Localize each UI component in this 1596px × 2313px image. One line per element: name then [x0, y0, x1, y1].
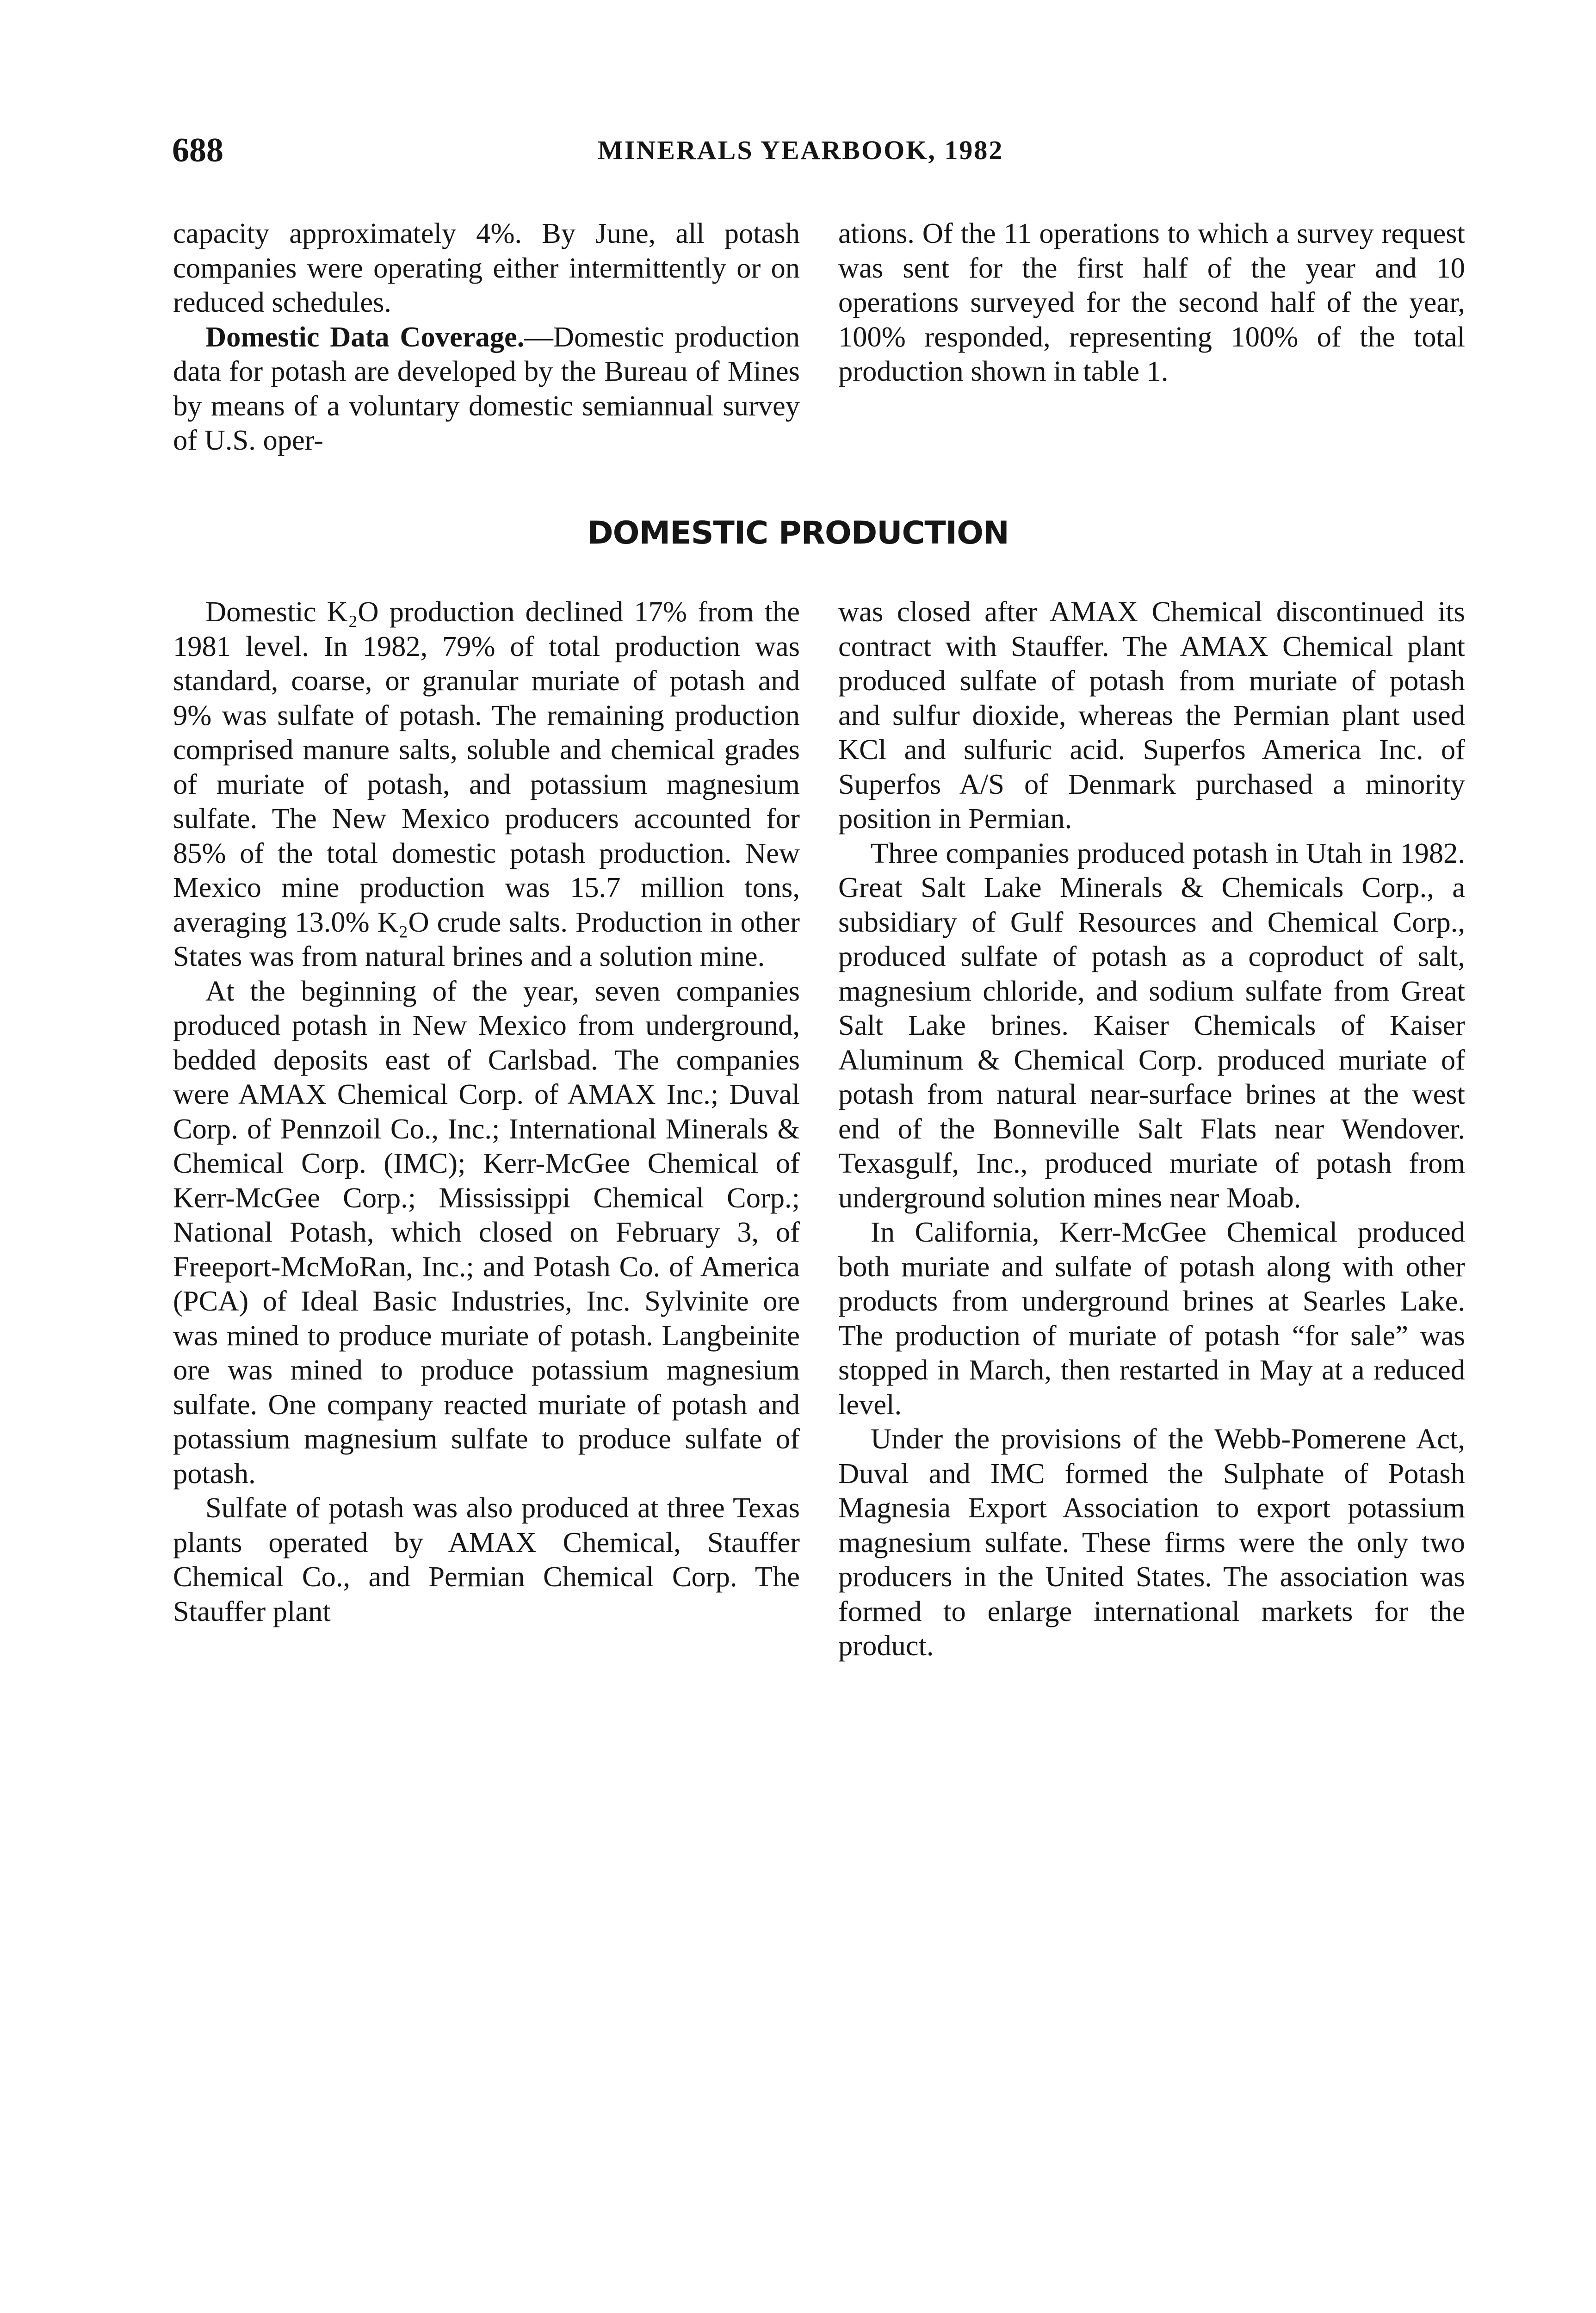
paragraph: was closed after AMAX Chemical discontinued its contract with Stauffer. The AMAX Chemical plant produced sulfate of potash from muriate of potash and sulfur dioxide, whereas the Permian plant used KCl and sulfuric acid. Superfos America Inc. of Superfos A/S of Denmark purchased a minority position in Permian. [838, 595, 1465, 835]
paragraph-text: —Domestic production data for potash are developed by the Bureau of Mines by means of a voluntary domestic semiannual survey of U.S. oper- [173, 320, 800, 456]
top-right-column [838, 216, 1465, 389]
paragraph: Three companies produced potash in Utah in 1982. Great Salt Lake Minerals & Chemicals Corp., a subsidiary of Gulf Resources and Chemical Corp., produced sulfate of potash as a coproduct of salt, magnesium chloride, and sodium sulfate from Great Salt Lake brines. Kaiser Chemicals of Kaiser Aluminum & Chemical Corp. produced muriate of potash from natural near-surface brines at the west end of the Bonneville Salt Flats near Wendover. Texasgulf, Inc., produced muriate of potash from underground solution mines near Moab. [838, 836, 1465, 1214]
paragraph: In California, Kerr-McGee Chemical produced both muriate and sulfate of potash along with other products from underground brines at Searles Lake. The production of muriate of potash “for sale” was stopped in March, then restarted in May at a reduced level. [838, 1216, 1465, 1421]
paragraph: Domestic K₂O production declined 17% from the 1981 level. In 1982, 79% of total production was standard, coarse, or granular muriate of potash and 9% was sulfate of potash. The remaining production comprised manure salts, soluble and chemical grades of muriate of potash, and potassium magnesium sulfate. The New Mexico producers accounted for 85% of the total domestic potash production. New Mexico mine production was 15.7 million tons, averaging 13.0% K₂O crude salts. Production in other States was from natural brines and a solution mine. [173, 595, 800, 972]
section-heading: DOMESTIC PRODUCTION [587, 515, 1009, 551]
paragraph: capacity approximately 4%. By June, all potash companies were operating either intermittently or on reduced schedules. [173, 217, 800, 318]
paragraph [173, 320, 800, 458]
paragraph: Sulfate of potash was also produced at three Texas plants operated by AMAX Chemical, Stauffer Chemical Co., and Permian Chemical Corp. The Stauffer plant [173, 1491, 800, 1627]
page-number: 688 [172, 131, 223, 169]
running-title: MINERALS YEARBOOK, 1982 [598, 135, 1004, 165]
run-in-heading: Domestic Data Coverage. [205, 320, 525, 353]
paragraph: ations. Of the 11 operations to which a survey request was sent for the first half of the year and 10 operations surveyed for the second half of the year, 100% responded, representing 100% of the total production shown in table 1. [838, 217, 1465, 387]
paragraph: At the beginning of the year, seven companies produced potash in New Mexico from underground, bedded deposits east of Carlsbad. The companies were AMAX Chemical Corp. of AMAX Inc.; Duval Corp. of Pennzoil Co., Inc.; International Minerals & Chemical Corp. (IMC); Kerr-McGee Chemical of Kerr-McGee Corp.; Mississippi Chemical Corp.; National Potash, which closed on February 3, of Freeport-McMoRan, Inc.; and Potash Co. of America (PCA) of Ideal Basic Industries, Inc. Sylvinite ore was mined to produce muriate of potash. Langbeinite ore was mined to produce potassium magnesium sulfate. One company reacted muriate of potash and potassium magnesium sulfate to produce sulfate of potash. [173, 974, 800, 1490]
main-right-column [838, 594, 1465, 1663]
main-left-column [173, 594, 800, 1628]
paragraph: Under the provisions of the Webb-Pomerene Act, Duval and IMC formed the Sulphate of Potash Magnesia Export Association to export potassium magnesium sulfate. These firms were the only two producers in the United States. The association was formed to enlarge international markets for the product. [838, 1422, 1465, 1662]
page-header [172, 125, 1469, 176]
top-left-column [173, 216, 800, 458]
